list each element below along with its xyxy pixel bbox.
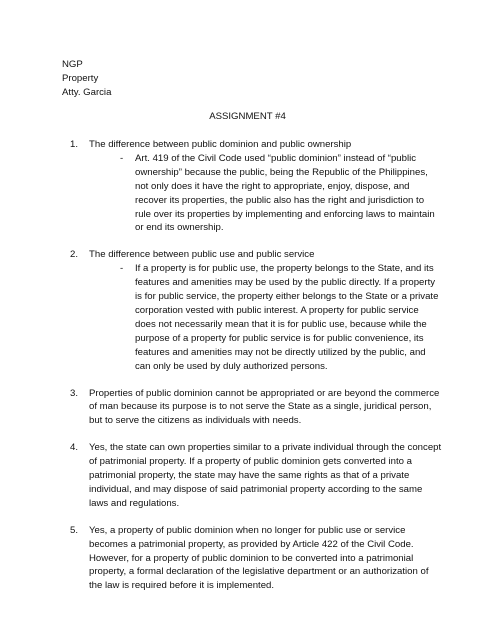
- dash-bullet: -: [120, 263, 124, 275]
- list-item: [70, 441, 442, 511]
- item-number: 4.: [70, 442, 79, 454]
- list-item: [70, 387, 442, 429]
- dash-bullet: -: [120, 152, 124, 164]
- item-text: Properties of public dominion cannot be appropriated or are beyond the commerce of man because its purpose is to not serve the State as a single, juridical person, but to serve the citizens as individuals with needs.: [89, 387, 440, 427]
- item-number: 5.: [70, 524, 79, 536]
- header-instructor: Atty. Garcia: [62, 86, 112, 98]
- item-number: 1.: [70, 139, 79, 150]
- item-text: Yes, a property of public dominion when no longer for public use or service becomes a patrimonial property, as provided by Article 422 of the Civil Code. However, for a property of public dominion to be converted into a patrimonial property, a formal declaration of the legislative department or an authorization of the law is required before it is implemented.: [89, 524, 429, 592]
- item-number: 2.: [70, 249, 79, 261]
- item-text: Yes, the state can own properties similar to a private individual through the concept of patrimonial property. If a property of public dominion gets converted into a patrimonial property, the state may have the same rights as that of a private individual, and may dispose of said patrimonial property according to the same laws and regulations.: [89, 442, 442, 509]
- list-item: [70, 248, 442, 373]
- item-text: The difference between public use and public service: [89, 249, 315, 261]
- item-text: The difference between public dominion and public ownership: [89, 139, 352, 150]
- assignment-title: ASSIGNMENT #4: [209, 111, 286, 122]
- answer-list: [70, 138, 442, 606]
- header-course-code: NGP: [62, 59, 83, 70]
- list-item: [70, 524, 442, 594]
- item-number: 3.: [70, 387, 79, 399]
- sub-item: [89, 262, 442, 373]
- list-item: [70, 138, 442, 235]
- header-subject: Property: [62, 72, 99, 84]
- sub-item: [89, 152, 442, 235]
- sub-item-text: If a property is for public use, the property belongs to the State, and its features and amenities may be used by the public directly. If a property is for public service, the property either belongs to the State or a private corporation vested with public interest. A property for public service does not necessarily mean that it is for public use, because while the purpose of a property for public service is for public convenience, its features and amenities may not be directly utilized by the public, and can only be used by duly authorized persons.: [135, 263, 439, 372]
- document-header: [62, 58, 262, 100]
- sub-item-text: Art. 419 of the Civil Code used “public dominion” instead of “public ownership” because the public, being the Republic of the Philippines, not only does it have the right to appropriate, enjoy, dispose, and recover its properties, the public also has the right and jurisdiction to rule over its properties by implementing and enforcing laws to maintain or end its ownership.: [135, 152, 435, 234]
